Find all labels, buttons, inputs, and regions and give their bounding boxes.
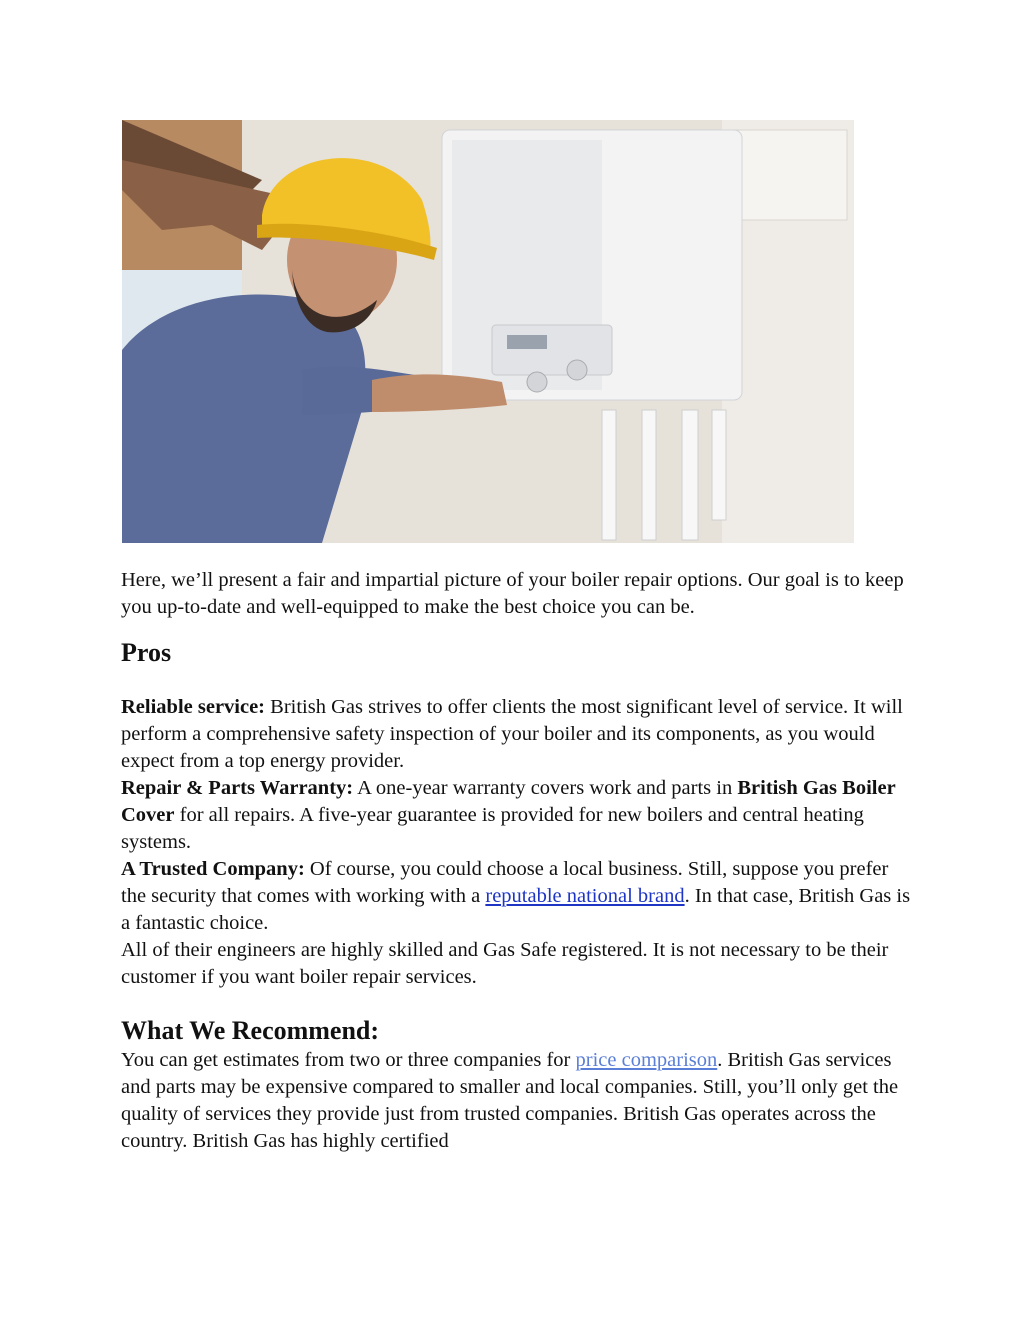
price-comparison-link[interactable]: price comparison: [575, 1049, 718, 1071]
reliable-service-paragraph: [121, 694, 911, 775]
recommend-heading: What We Recommend:: [121, 1016, 380, 1045]
reliable-service-text: British Gas strives to offer clients the most significant level of service. It will perform a comprehensive safety inspection of your boiler and its components, as you would expect from a top energy provider.: [121, 696, 903, 772]
recommend-text-2: . British Gas services and parts may be expensive compared to smaller and local companies. Still, you’ll only get the quality of services they provide just from trusted companies. British Gas operates across the country. British Gas has highly certified: [121, 1049, 899, 1152]
engineers-paragraph: All of their engineers are highly skilled and Gas Safe registered. It is not necessary to be their customer if you want boiler repair services.: [121, 939, 889, 988]
intro-paragraph: Here, we’ll present a fair and impartial picture of your boiler repair options. Our goal is to keep you up-to-date and well-equipped to make the best choice you can be.: [121, 569, 904, 618]
warranty-paragraph: [121, 775, 911, 856]
engineer-boiler-photo: [122, 120, 854, 543]
warranty-text-1: A one-year warranty covers work and parts in: [353, 777, 738, 799]
boiler-cover-term: British Gas Boiler Cover: [121, 777, 896, 826]
recommend-paragraph: [121, 1047, 911, 1155]
warranty-text-2: for all repairs. A five-year guarantee is provided for new boilers and central heating systems.: [121, 804, 864, 853]
reputable-national-brand-link[interactable]: reputable national brand: [485, 885, 685, 907]
pros-heading: Pros: [121, 638, 172, 667]
recommend-text-1: You can get estimates from two or three companies for: [121, 1049, 576, 1071]
trusted-company-label: A Trusted Company:: [121, 858, 305, 880]
reliable-service-label: Reliable service:: [121, 696, 266, 718]
article-body: [121, 567, 911, 1155]
warranty-label: Repair & Parts Warranty:: [121, 777, 354, 799]
photo-illustration: [122, 120, 854, 543]
trusted-company-paragraph: [121, 856, 911, 937]
trusted-company-text-1: Of course, you could choose a local business. Still, suppose you prefer the security that comes with working with a: [121, 858, 889, 907]
trusted-company-text-2: . In that case, British Gas is a fantastic choice.: [121, 885, 911, 934]
